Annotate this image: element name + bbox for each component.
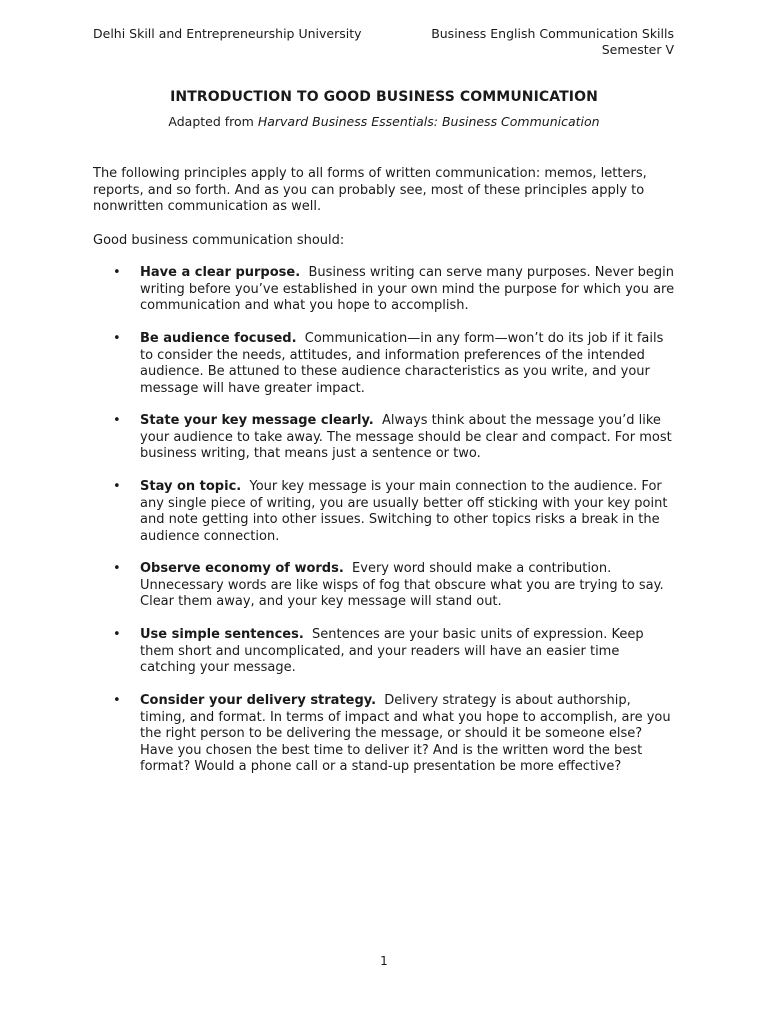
principle-heading: Have a clear purpose. <box>140 265 301 280</box>
principle-heading: State your key message clearly. <box>140 413 374 428</box>
header-course-info <box>431 26 674 58</box>
subtitle-prefix: Adapted from <box>168 114 258 129</box>
list-lead-in: Good business communication should: <box>93 233 345 248</box>
principle-heading: Use simple sentences. <box>140 627 304 642</box>
document-title: INTRODUCTION TO GOOD BUSINESS COMMUNICATION <box>170 89 598 105</box>
bullet-icon: • <box>113 331 121 346</box>
page-number: 1 <box>380 954 388 968</box>
principle-body: Delivery strategy is about authorship, timing, and format. In terms of impact and what you hope to accomplish, are you the right person to be delivering the message, or should it be someone else? Have you chosen the best time to deliver it? And is the written word the best format? Would a phone call or a stand-up presentation be more effective? <box>140 693 671 774</box>
principle-heading: Stay on topic. <box>140 479 242 494</box>
principle-text <box>140 331 678 397</box>
bullet-icon: • <box>113 265 121 280</box>
bullet-icon: • <box>113 627 121 642</box>
principle-text <box>140 561 678 611</box>
header-semester: Semester V <box>601 42 674 57</box>
header-course-title: Business English Communication Skills <box>431 26 674 41</box>
header-institution: Delhi Skill and Entrepreneurship University <box>93 26 362 41</box>
principle-text <box>140 413 678 463</box>
bullet-icon: • <box>113 693 121 708</box>
bullet-icon: • <box>113 413 121 428</box>
principle-heading: Observe economy of words. <box>140 561 344 576</box>
principle-body: Your key message is your main connection to the audience. For any single piece of writing, you are usually better off sticking with your key point and note getting into other issues. Switching to other topics risks a break in the audience connection. <box>140 479 668 544</box>
intro-paragraph: The following principles apply to all forms of written communication: memos, letters, reports, and so forth. And as you can probably see, most of these principles apply to nonwritten communication as well. <box>93 166 647 214</box>
bullet-icon: • <box>113 561 121 576</box>
principle-text <box>140 265 678 315</box>
subtitle-source: Harvard Business Essentials: Business Communication <box>257 114 600 129</box>
principle-body: Communication—in any form—won’t do its job if it fails to consider the needs, attitudes, and information preferences of the intended audience. Be attuned to these audience characteristics as you write, and your message will have greater impact. <box>140 331 664 396</box>
principle-body: Always think about the message you’d like your audience to take away. The message should be clear and compact. For most business writing, that means just a sentence or two. <box>140 413 672 461</box>
principle-body: Business writing can serve many purposes. Never begin writing before you’ve established in your own mind the purpose for which you are communication and what you hope to accomplish. <box>140 265 675 313</box>
principle-text <box>140 627 678 677</box>
document-subtitle <box>0 114 768 130</box>
bullet-icon: • <box>113 479 121 494</box>
principle-body: Every word should make a contribution. Unnecessary words are like wisps of fog that obscure what you are trying to say. Clear them away, and your key message will stand out. <box>140 561 664 609</box>
principle-body: Sentences are your basic units of expression. Keep them short and uncomplicated, and your readers will have an easier time catching your message. <box>140 627 644 675</box>
principle-heading: Be audience focused. <box>140 331 297 346</box>
principle-heading: Consider your delivery strategy. <box>140 693 377 708</box>
principle-text <box>140 479 678 545</box>
principle-text <box>140 693 678 776</box>
